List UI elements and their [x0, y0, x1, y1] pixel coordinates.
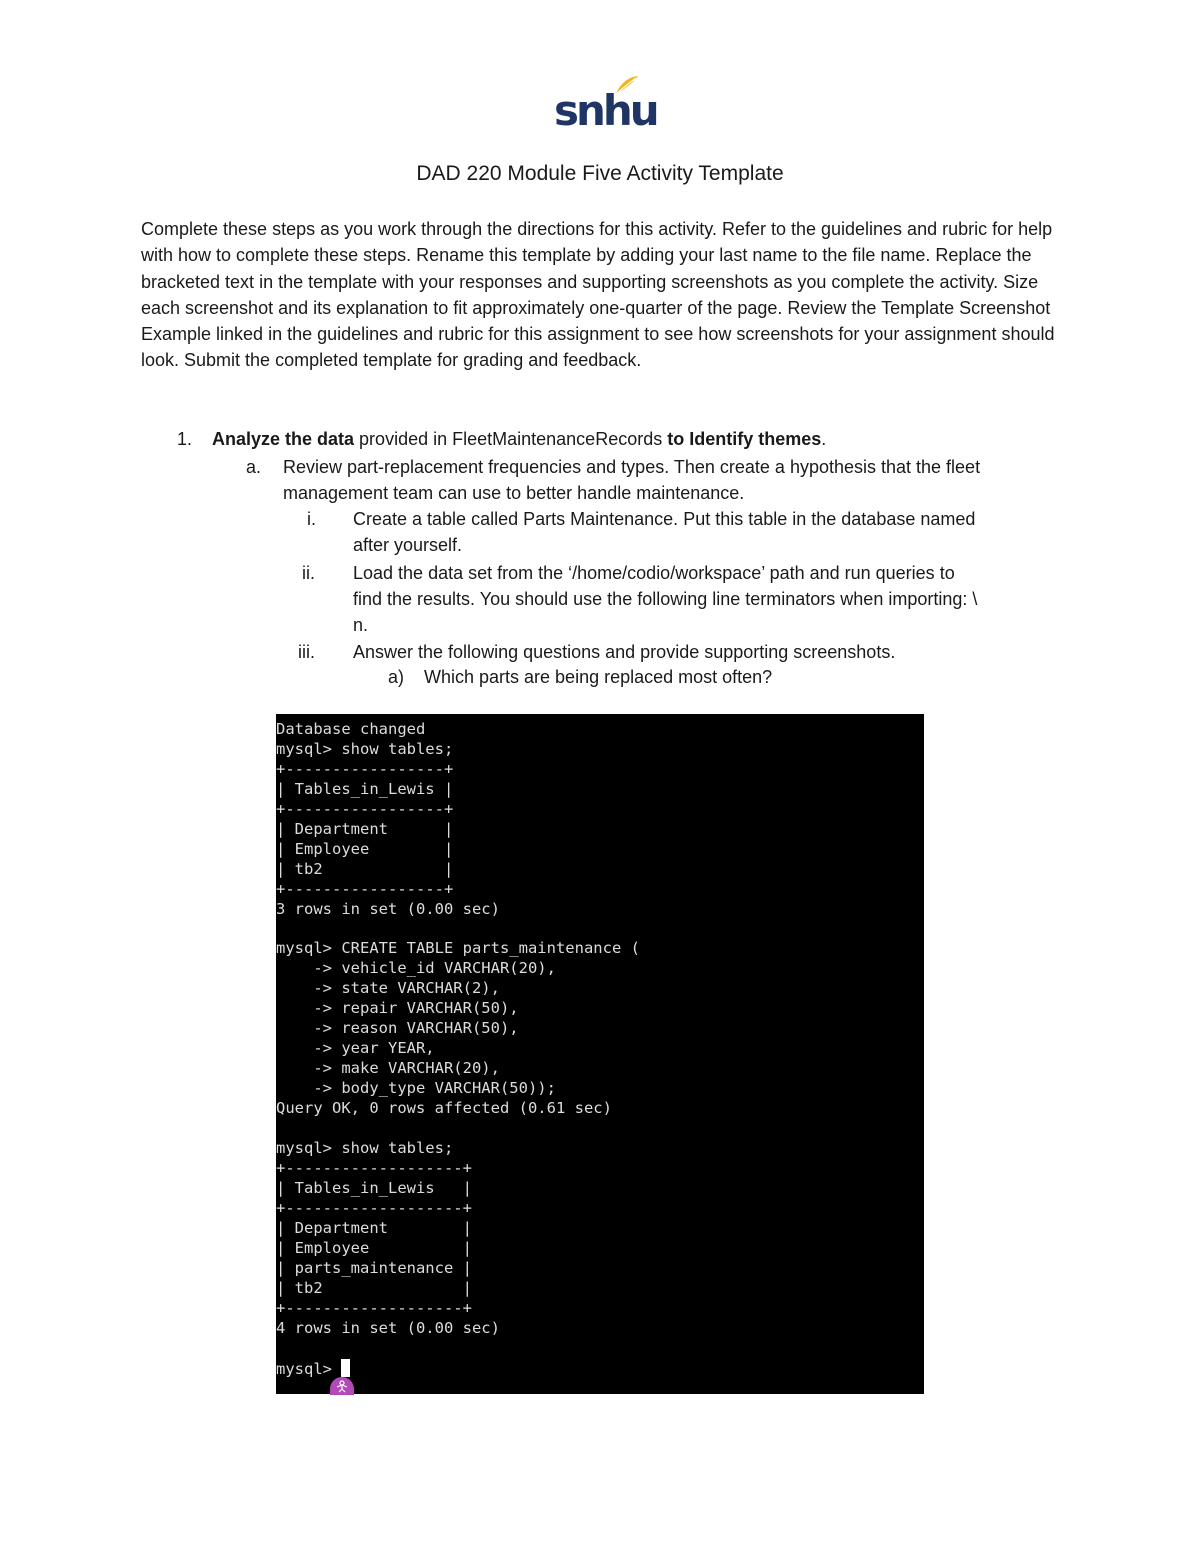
snhu-logo [554, 74, 657, 135]
question-a-text: Which parts are being replaced most often? [424, 667, 773, 687]
step-1aii-marker: ii. [302, 563, 315, 583]
step-1-marker: 1. [177, 429, 193, 449]
step-1-bold-a: Analyze the data [212, 429, 355, 449]
step-1-text [212, 426, 826, 452]
step-1aii-line2: find the results. You should use the following line terminators when importing: \ [353, 589, 978, 609]
question-a-marker: a) [388, 667, 405, 687]
step-1ai-marker: i. [307, 509, 316, 529]
step-1ai-line2: after yourself. [353, 535, 463, 555]
step-1-plain: provided in FleetMaintenanceRecords [354, 429, 668, 449]
step-1ai-line1: Create a table called Parts Maintenance. Put this table in the database named [353, 509, 976, 529]
terminal-text: Database changed mysql> show tables; +-----------------+ | Tables_in_Lewis | +-----------------+ | Department | | Employee | | tb2 | +-----------------+ 3 rows in set (0.00 sec) mysql> CREATE TABLE parts_maintenance ( -> vehicle_id VARCHAR(20), -> state VARCHAR(2), -> repair VARCHAR(50), -> reason VARCHAR(50), -> year YEAR, -> make VARCHAR(20), -> body_type VARCHAR(50)); Query OK, 0 rows affected (0.61 sec) mysql> show tables; +-------------------+ | Tables_in_Lewis | +-------------------+ | Department | | Employee | | parts_maintenance | | tb2 | +-------------------+ 4 rows in set (0.00 sec) [276, 720, 640, 1337]
step-1aii-line3: n. [353, 615, 369, 635]
logo-wordmark: snhu [554, 86, 657, 135]
step-1a-line1: Review part-replacement frequencies and types. Then create a hypothesis that the fleet [283, 457, 981, 477]
accessibility-icon [330, 1377, 354, 1395]
step-1aii-line1: Load the data set from the ‘/home/codio/workspace’ path and run queries to [353, 563, 955, 583]
terminal-prompt: mysql> [276, 1359, 342, 1378]
step-1a-line2: management team can use to better handle maintenance. [283, 483, 745, 503]
step-1a-marker: a. [246, 457, 262, 477]
terminal-screenshot [276, 714, 924, 1394]
terminal-output [276, 714, 924, 1379]
step-1aiii-marker: iii. [298, 642, 315, 662]
step-1-bold-b: to Identify themes [667, 429, 822, 449]
page-title: DAD 220 Module Five Activity Template [416, 162, 784, 185]
step-1aiii-line1: Answer the following questions and provide supporting screenshots. [353, 642, 896, 662]
intro-paragraph: Complete these steps as you work through the directions for this activity. Refer to the guidelines and rubric for help with how to complete these steps. Rename this template by adding your last name to the file name. Replace the bracketed text in the template with your responses and supporting screenshots as you complete the activity. Size each screenshot and its explanation to fit approximately one-quarter of the page. Review the Template Screenshot Example linked in the guidelines and rubric for this assignment to see how screenshots for your assignment should look. Submit the completed template for grading and feedback. [141, 219, 1055, 371]
terminal-cursor [341, 1359, 350, 1377]
step-1-end: . [821, 429, 827, 449]
